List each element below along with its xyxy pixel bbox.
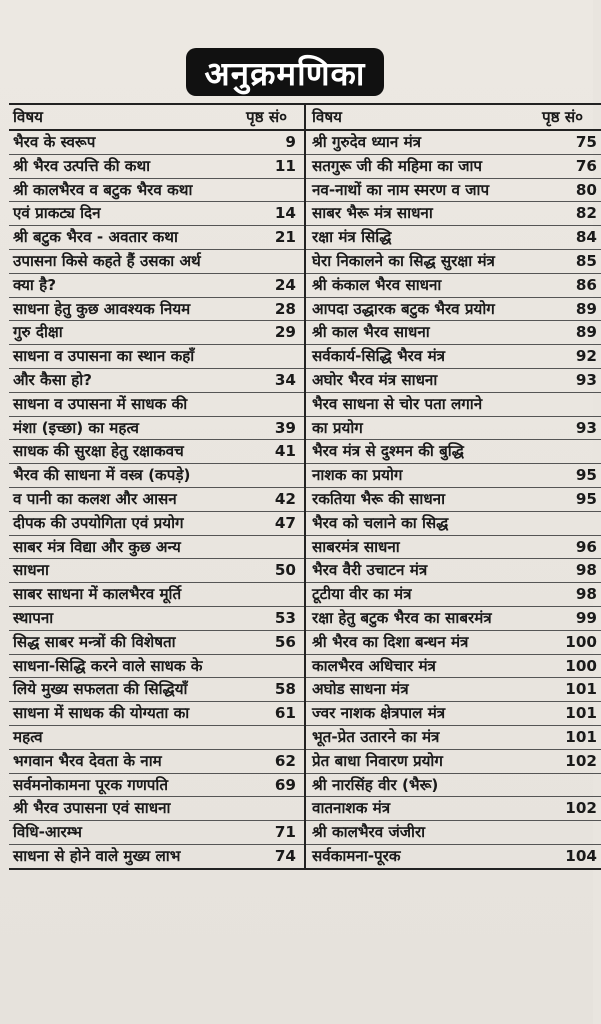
toc-entry-right: अघोर भैरव मंत्र साधना (305, 368, 538, 392)
table-row (9, 440, 601, 464)
header-subject-left: विषय (9, 104, 242, 130)
toc-page-right: 82 (538, 202, 601, 226)
toc-page-left: 42 (242, 487, 305, 511)
toc-page-left (242, 249, 305, 273)
toc-page-right (538, 440, 601, 464)
table-row (9, 725, 601, 749)
toc-entry-right: कालभैरव अधिचार मंत्र (305, 654, 538, 678)
toc-page-left: 28 (242, 297, 305, 321)
toc-page-left: 56 (242, 630, 305, 654)
toc-page-right (538, 821, 601, 845)
table-row (9, 702, 601, 726)
toc-entry-right: श्री काल भैरव साधना (305, 321, 538, 345)
toc-page-right (538, 511, 601, 535)
toc-entry-right: श्री कालभैरव जंजीरा (305, 821, 538, 845)
table-row (9, 511, 601, 535)
table-row (9, 321, 601, 345)
toc-entry-left: मंशा (इच्छा) का महत्व (9, 416, 242, 440)
toc-page-left (242, 464, 305, 488)
toc-entry-left: लिये मुख्य सफलता की सिद्धियाँ (9, 678, 242, 702)
toc-header-row (9, 104, 601, 130)
toc-entry-right: भैरव को चलाने का सिद्ध (305, 511, 538, 535)
toc-page-left: 47 (242, 511, 305, 535)
toc-page-right: 98 (538, 583, 601, 607)
table-row (9, 297, 601, 321)
table-row (9, 487, 601, 511)
toc-entry-right: सर्वकार्य-सिद्धि भैरव मंत्र (305, 345, 538, 369)
toc-page-right: 86 (538, 273, 601, 297)
header-page-right: पृष्ठ सं० (538, 104, 601, 130)
table-row (9, 844, 601, 868)
toc-entry-left: साधना से होने वाले मुख्य लाभ (9, 844, 242, 868)
toc-page-right: 75 (538, 130, 601, 154)
page-title: अनुक्रमणिका (204, 53, 366, 93)
toc-page-right: 95 (538, 464, 601, 488)
toc-entry-right: टूटीया वीर का मंत्र (305, 583, 538, 607)
index-title-banner (186, 48, 384, 96)
table-row (9, 773, 601, 797)
toc-entry-right: का प्रयोग (305, 416, 538, 440)
toc-entry-left: श्री भैरव उत्पत्ति की कथा (9, 154, 242, 178)
toc-page-left: 41 (242, 440, 305, 464)
toc-entry-left: साधना हेतु कुछ आवश्यक नियम (9, 297, 242, 321)
toc-page-left: 34 (242, 368, 305, 392)
toc-page-right: 98 (538, 559, 601, 583)
toc-page-right: 101 (538, 678, 601, 702)
table-row (9, 630, 601, 654)
toc-entry-right: भूत-प्रेत उतारने का मंत्र (305, 725, 538, 749)
toc-page-left (242, 797, 305, 821)
toc-entry-left: श्री कालभैरव व बटुक भैरव कथा (9, 178, 242, 202)
toc-entry-left: गुरु दीक्षा (9, 321, 242, 345)
toc-page-right: 104 (538, 844, 601, 868)
toc-entry-right: श्री नारसिंह वीर (भैरू) (305, 773, 538, 797)
toc-entry-left: क्या है? (9, 273, 242, 297)
table-row (9, 464, 601, 488)
toc-entry-right: साबरमंत्र साधना (305, 535, 538, 559)
table-row (9, 535, 601, 559)
table-row (9, 249, 601, 273)
toc-entry-left: स्थापना (9, 606, 242, 630)
toc-page-left (242, 654, 305, 678)
table-of-contents (9, 103, 601, 870)
toc-page-left: 69 (242, 773, 305, 797)
toc-entry-left: विधि-आरम्भ (9, 821, 242, 845)
toc-page-right (538, 773, 601, 797)
toc-entry-right: रकतिया भैरू की साधना (305, 487, 538, 511)
toc-entry-left: सिद्ध साबर मन्त्रों की विशेषता (9, 630, 242, 654)
toc-entry-right: रक्षा मंत्र सिद्धि (305, 226, 538, 250)
toc-page-left (242, 178, 305, 202)
toc-page-right: 85 (538, 249, 601, 273)
toc-page-right: 96 (538, 535, 601, 559)
toc-entry-right: अघोड साधना मंत्र (305, 678, 538, 702)
toc-entry-right: आपदा उद्धारक बटुक भैरव प्रयोग (305, 297, 538, 321)
toc-page-left: 14 (242, 202, 305, 226)
table-row (9, 654, 601, 678)
toc-entry-left: महत्व (9, 725, 242, 749)
toc-entry-left: सर्वमनोकामना पूरक गणपति (9, 773, 242, 797)
toc-entry-right: रक्षा हेतु बटुक भैरव का साबरमंत्र (305, 606, 538, 630)
table-row (9, 202, 601, 226)
toc-entry-right: श्री भैरव का दिशा बन्धन मंत्र (305, 630, 538, 654)
toc-page-left: 58 (242, 678, 305, 702)
table-row (9, 821, 601, 845)
toc-page-left: 9 (242, 130, 305, 154)
toc-page-right: 92 (538, 345, 601, 369)
toc-page-left: 62 (242, 749, 305, 773)
toc-entry-right: भैरव मंत्र से दुश्मन की बुद्धि (305, 440, 538, 464)
toc-page-left (242, 725, 305, 749)
toc-entry-left: साधक की सुरक्षा हेतु रक्षाकवच (9, 440, 242, 464)
toc-entry-left: भैरव की साधना में वस्त्र (कपड़े) (9, 464, 242, 488)
table-row (9, 678, 601, 702)
toc-page-left (242, 392, 305, 416)
toc-entry-right: श्री गुरुदेव ध्यान मंत्र (305, 130, 538, 154)
toc-entry-left: भगवान भैरव देवता के नाम (9, 749, 242, 773)
toc-page-right: 101 (538, 725, 601, 749)
toc-entry-right: ज्वर नाशक क्षेत्रपाल मंत्र (305, 702, 538, 726)
toc-page-right: 100 (538, 630, 601, 654)
toc-entry-right: साबर भैरू मंत्र साधना (305, 202, 538, 226)
toc-entry-right: नव-नाथों का नाम स्मरण व जाप (305, 178, 538, 202)
toc-entry-right: सर्वकामना-पूरक (305, 844, 538, 868)
toc-page-left: 24 (242, 273, 305, 297)
toc-entry-right: प्रेत बाधा निवारण प्रयोग (305, 749, 538, 773)
toc-entry-left: साधना में साधक की योग्यता का (9, 702, 242, 726)
toc-page-right: 84 (538, 226, 601, 250)
toc-entry-left: साधना-सिद्धि करने वाले साधक के (9, 654, 242, 678)
toc-page-right: 102 (538, 749, 601, 773)
toc-entry-left: साबर मंत्र विद्या और कुछ अन्य (9, 535, 242, 559)
toc-page-left: 53 (242, 606, 305, 630)
table-row (9, 226, 601, 250)
toc-page-right: 93 (538, 416, 601, 440)
table-row (9, 368, 601, 392)
table-row (9, 583, 601, 607)
toc-page-left (242, 535, 305, 559)
toc-page-right: 80 (538, 178, 601, 202)
toc-entry-left: श्री भैरव उपासना एवं साधना (9, 797, 242, 821)
toc-page-left: 29 (242, 321, 305, 345)
toc-page-left (242, 345, 305, 369)
table-row (9, 178, 601, 202)
toc-entry-left: साबर साधना में कालभैरव मूर्ति (9, 583, 242, 607)
toc-entry-right: भैरव साधना से चोर पता लगाने (305, 392, 538, 416)
toc-page-right: 95 (538, 487, 601, 511)
toc-entry-left: दीपक की उपयोगिता एवं प्रयोग (9, 511, 242, 535)
header-subject-right: विषय (305, 104, 538, 130)
table-row (9, 392, 601, 416)
toc-entry-left: श्री बटुक भैरव - अवतार कथा (9, 226, 242, 250)
toc-page-right: 89 (538, 321, 601, 345)
table-row (9, 154, 601, 178)
toc-entry-right: घेरा निकालने का सिद्ध सुरक्षा मंत्र (305, 249, 538, 273)
toc-entry-right: वातनाशक मंत्र (305, 797, 538, 821)
toc-page-right: 76 (538, 154, 601, 178)
toc-page-right: 89 (538, 297, 601, 321)
toc-entry-left: साधना (9, 559, 242, 583)
toc-entry-right: नाशक का प्रयोग (305, 464, 538, 488)
toc-entry-left: उपासना किसे कहते हैं उसका अर्थ (9, 249, 242, 273)
toc-page-left: 21 (242, 226, 305, 250)
toc-page-left: 71 (242, 821, 305, 845)
toc-entry-right: सतगुरू जी की महिमा का जाप (305, 154, 538, 178)
toc-entry-left: और कैसा हो? (9, 368, 242, 392)
toc-body (9, 130, 601, 869)
toc-entry-right: भैरव वैरी उचाटन मंत्र (305, 559, 538, 583)
toc-page-left: 61 (242, 702, 305, 726)
toc-entry-left: भैरव के स्वरूप (9, 130, 242, 154)
toc-page-left (242, 583, 305, 607)
toc-page-right (538, 392, 601, 416)
toc-page-left: 39 (242, 416, 305, 440)
table-row (9, 559, 601, 583)
toc-entry-left: व पानी का कलश और आसन (9, 487, 242, 511)
toc-page-left: 74 (242, 844, 305, 868)
toc-page-left: 50 (242, 559, 305, 583)
toc-page-right: 101 (538, 702, 601, 726)
toc-entry-left: एवं प्राकट्य दिन (9, 202, 242, 226)
table-row (9, 416, 601, 440)
toc-page-right: 99 (538, 606, 601, 630)
toc-entry-left: साधना व उपासना का स्थान कहाँ (9, 345, 242, 369)
toc-page-right: 93 (538, 368, 601, 392)
table-row (9, 130, 601, 154)
table-row (9, 273, 601, 297)
toc-entry-right: श्री कंकाल भैरव साधना (305, 273, 538, 297)
toc-page-left: 11 (242, 154, 305, 178)
table-row (9, 345, 601, 369)
table-row (9, 749, 601, 773)
toc-page-right: 100 (538, 654, 601, 678)
toc-entry-left: साधना व उपासना में साधक की (9, 392, 242, 416)
table-row (9, 797, 601, 821)
table-row (9, 606, 601, 630)
toc-page-right: 102 (538, 797, 601, 821)
header-page-left: पृष्ठ सं० (242, 104, 305, 130)
